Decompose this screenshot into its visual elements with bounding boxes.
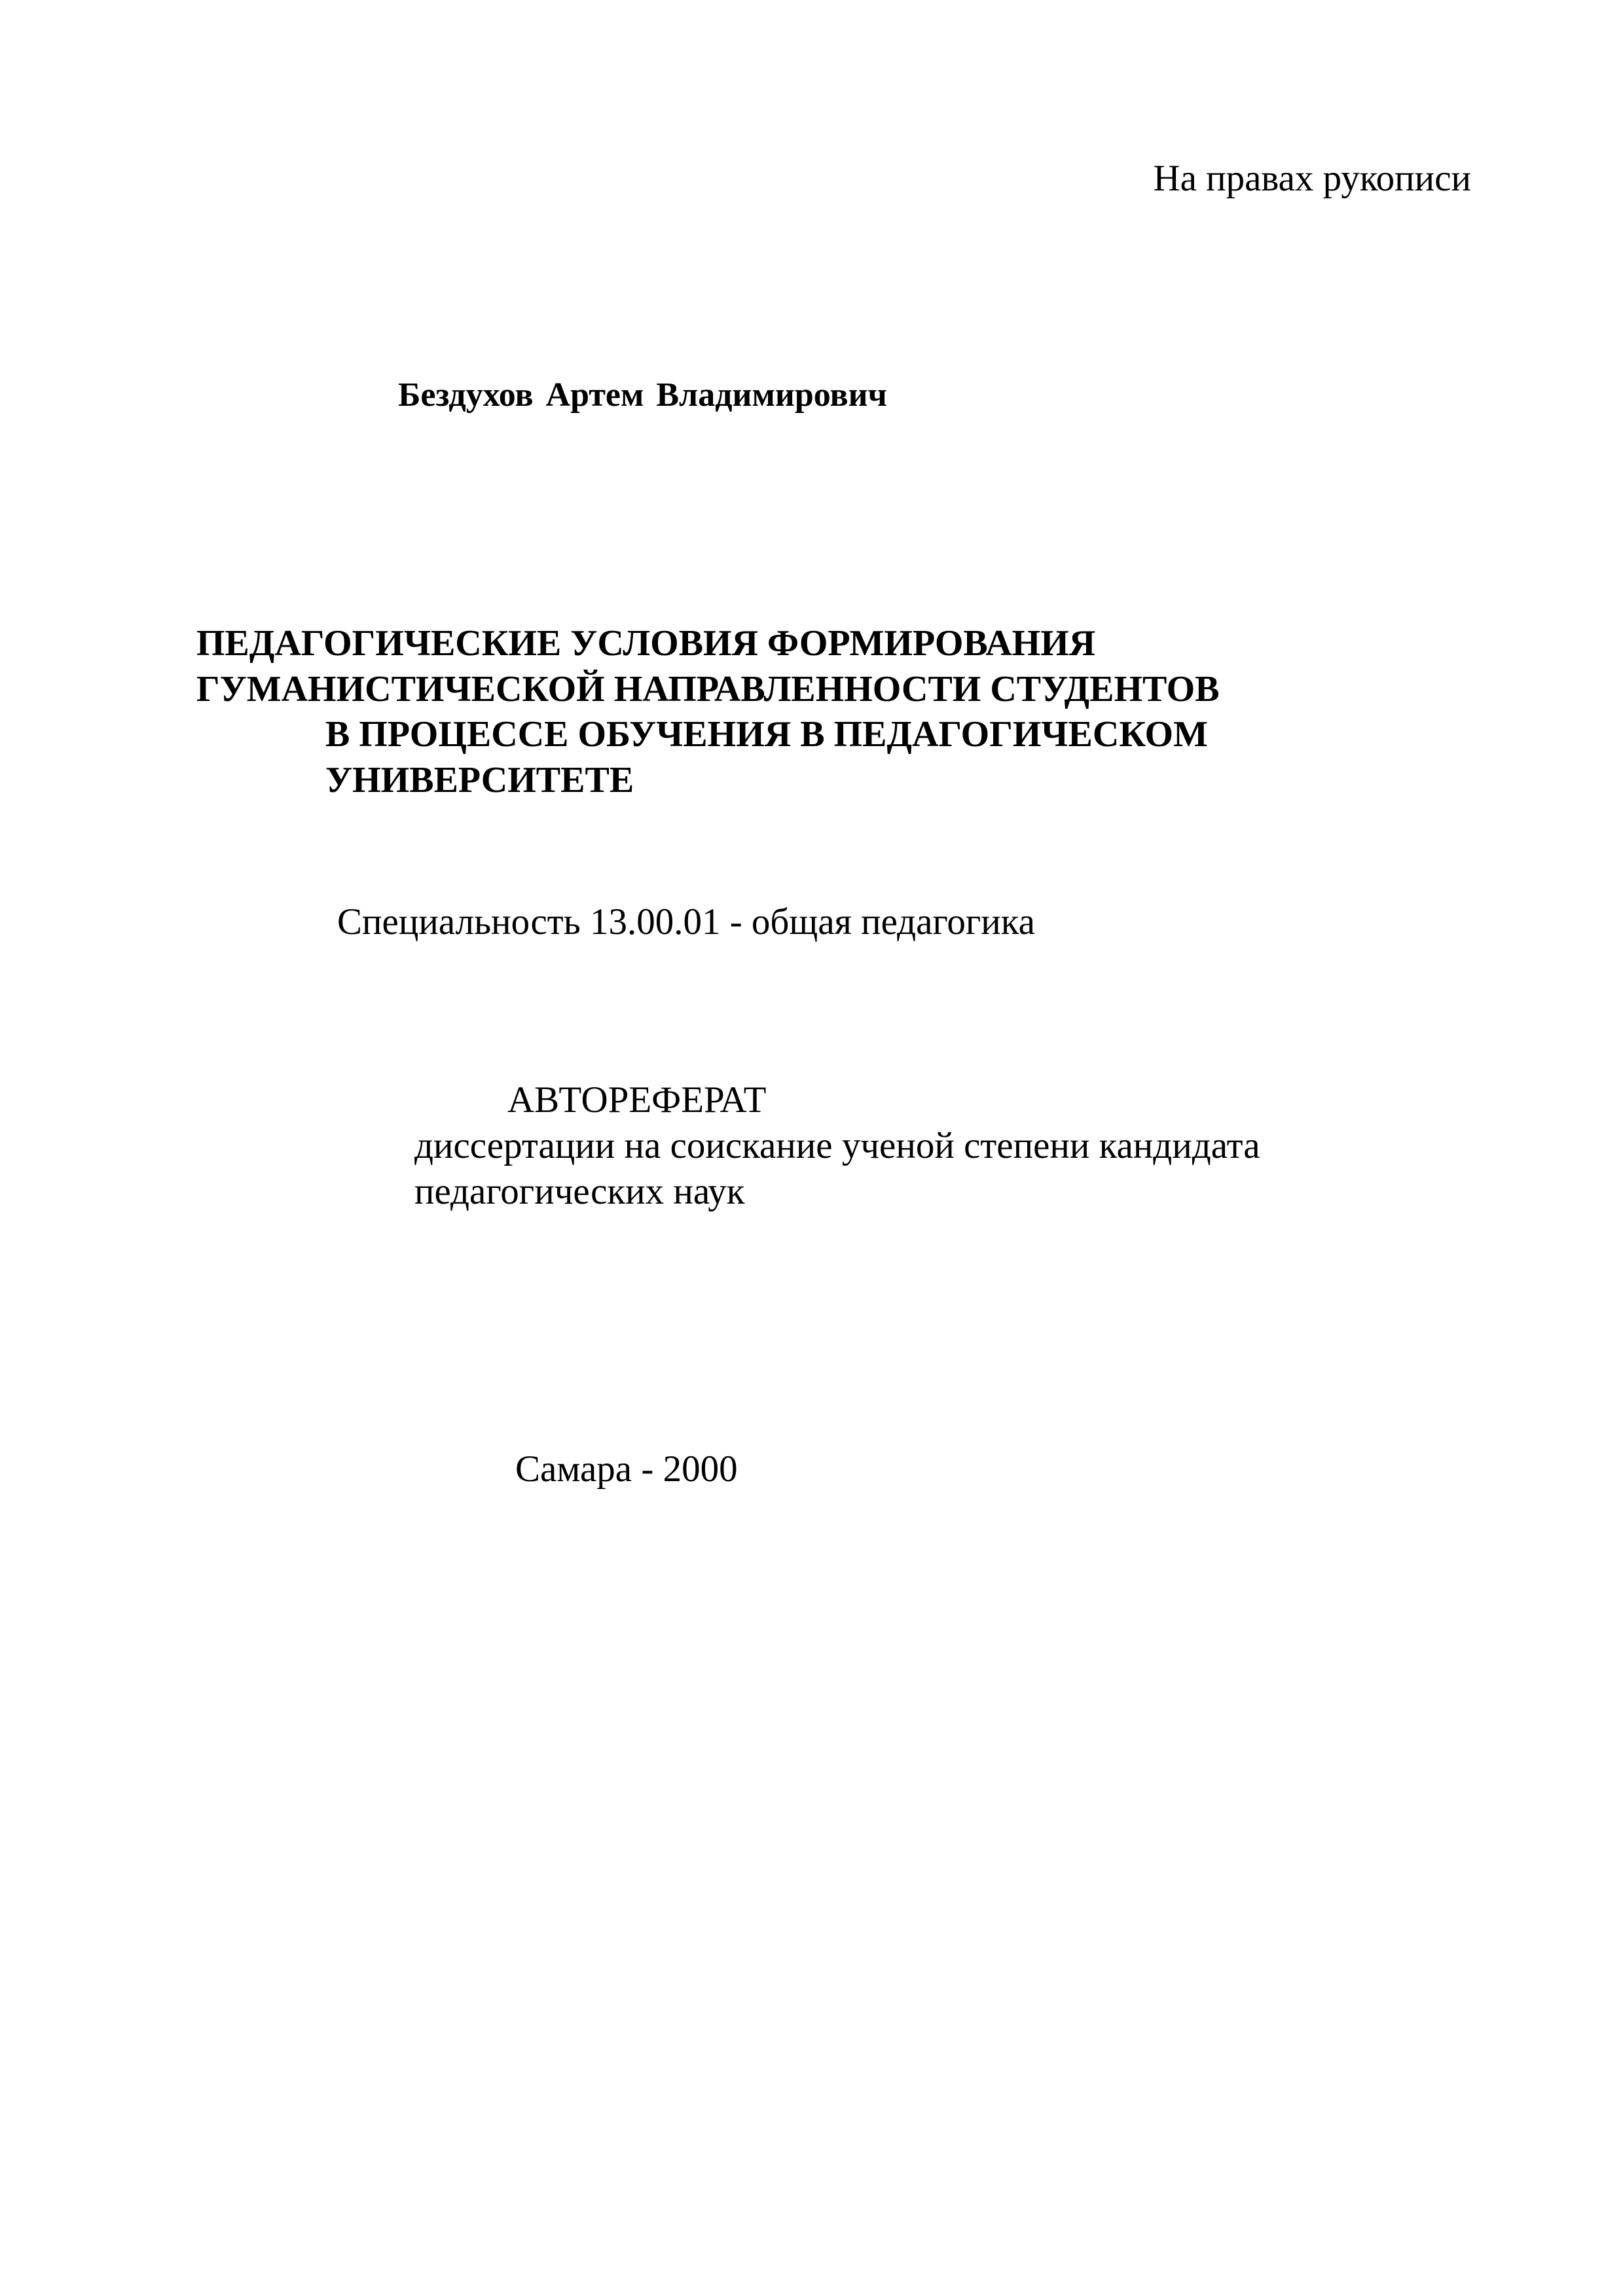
city-year: Самара - 2000 — [515, 1448, 738, 1490]
author-name: Бездухов Артем Владимирович — [398, 376, 887, 414]
dissertation-title-line: УНИВЕРСИТЕТЕ — [325, 760, 634, 800]
abstract-description-line: диссертации на соискание ученой степени кандидата — [414, 1125, 1260, 1166]
manuscript-note: На правах рукописи — [1153, 158, 1471, 199]
specialty-line: Специальность 13.00.01 - общая педагогика — [337, 901, 1035, 942]
dissertation-title-line: В ПРОЦЕССЕ ОБУЧЕНИЯ В ПЕДАГОГИЧЕСКОМ — [325, 714, 1208, 755]
dissertation-title-line: ПЕДАГОГИЧЕСКИЕ УСЛОВИЯ ФОРМИРОВАНИЯ — [196, 623, 1096, 664]
dissertation-title-line: ГУМАНИСТИЧЕСКОЙ НАПРАВЛЕННОСТИ СТУДЕНТОВ — [196, 669, 1220, 709]
abstract-description-line: педагогических наук — [414, 1171, 745, 1212]
abstract-heading: АВТОРЕФЕРАТ — [507, 1079, 767, 1121]
